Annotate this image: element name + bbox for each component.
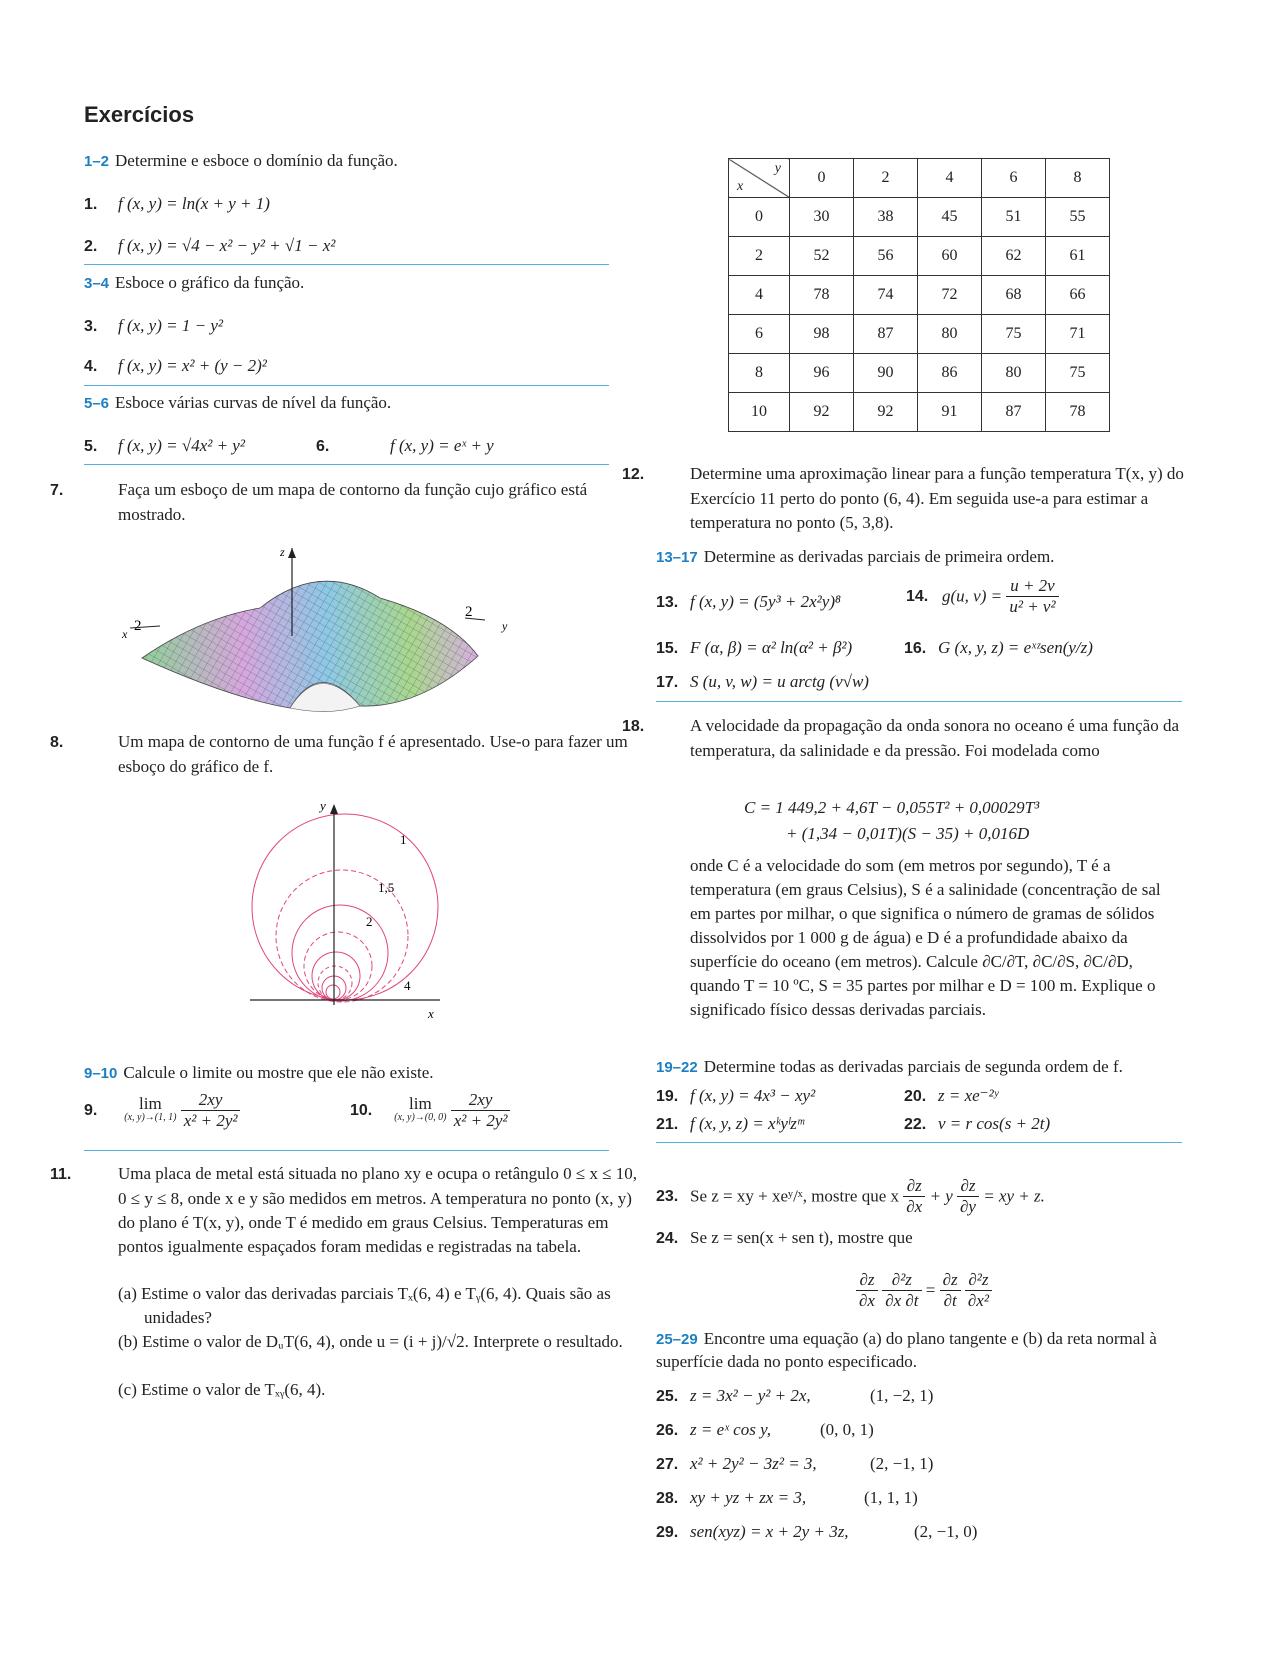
exercise-17 <box>656 670 869 695</box>
section-9-10 <box>84 1062 434 1085</box>
exercise-text: f (x, y) = eˣ + y <box>390 436 494 455</box>
section-text: Determine as derivadas parciais de primeira ordem. <box>703 547 1055 566</box>
contour-map-figure <box>250 800 450 1025</box>
exercise-16 <box>904 636 1093 661</box>
column-header: 2 <box>854 159 918 198</box>
exercise-text: f (x, y, z) = xᵏyˡzᵐ <box>690 1114 804 1133</box>
divider <box>84 1150 609 1151</box>
exercise-22 <box>904 1112 1050 1137</box>
exercise-2 <box>84 234 335 259</box>
column-header: 4 <box>918 159 982 198</box>
table-cell: 30 <box>790 198 854 237</box>
row-header: 8 <box>729 354 790 393</box>
section-1-2 <box>84 150 398 173</box>
exercise-26 <box>656 1418 874 1443</box>
exercise-number: 11. <box>50 1166 72 1183</box>
exercise-number: 14. <box>906 587 929 605</box>
contour-label-1: 1 <box>400 832 407 847</box>
table-cell: 52 <box>790 237 854 276</box>
exercise-number: 12. <box>622 466 645 483</box>
exercise-7 <box>50 478 643 527</box>
column-header: 6 <box>982 159 1046 198</box>
equation-18-line-1: C = 1 449,2 + 4,6T − 0,055T² + 0,00029T³ <box>744 798 1040 817</box>
section-number: 9–10 <box>84 1065 118 1082</box>
exercise-equation: x² + 2y² − 3z² = 3, <box>690 1454 817 1473</box>
exercise-text: f (x, y) = ln(x + y + 1) <box>118 194 270 213</box>
x-axis-label: x <box>428 1006 434 1021</box>
exercise-number: 22. <box>904 1116 927 1133</box>
section-text: Calcule o limite ou mostre que ele não existe. <box>123 1063 434 1082</box>
exercise-number: 21. <box>656 1116 679 1133</box>
z-axis-label: z <box>280 548 285 559</box>
exercise-6 <box>316 434 494 459</box>
y-axis-label: y <box>320 800 326 813</box>
table-cell: 61 <box>1046 237 1110 276</box>
table-cell: 62 <box>982 237 1046 276</box>
exercise-number: 26. <box>656 1422 679 1439</box>
x-axis-label: x <box>122 627 128 641</box>
table-cell: 68 <box>982 276 1046 315</box>
divider <box>84 464 609 465</box>
section-number: 13–17 <box>656 549 698 566</box>
table-cell: 92 <box>790 393 854 432</box>
table-cell: 98 <box>790 315 854 354</box>
exercise-8 <box>50 730 643 779</box>
section-number: 5–6 <box>84 395 110 412</box>
table-header-row <box>729 159 1110 198</box>
surface-plot-figure <box>120 548 530 718</box>
table-cell: 72 <box>918 276 982 315</box>
exercise-number: 8. <box>50 734 64 751</box>
exercise-18 <box>622 714 1216 763</box>
exercise-text: Um mapa de contorno de uma função f é apresentado. Use-o para fazer um esboço do gráfico de f. <box>118 732 628 776</box>
limit-fraction: $\frac{2xy}{\text{x² + 2y²}}$ <box>181 1090 241 1131</box>
exercise-number: 25. <box>656 1388 679 1405</box>
y-axis-label: y <box>502 619 508 633</box>
exercise-number: 1. <box>84 196 98 213</box>
exercise-text: Uma placa de metal está situada no plano xy e ocupa o retângulo 0 ≤ x ≤ 10, 0 ≤ y ≤ 8, onde x e y são medidos em metros. A temperatura no ponto (x, y) do plano é T(x, y), onde T é medido em graus Celsius. Temperaturas em pontos igualmente espaçados foram medidas e registradas na tabela. <box>118 1164 638 1256</box>
table-cell: 80 <box>918 315 982 354</box>
limit-fraction: $\frac{2xy}{\text{x² + 2y²}}$ <box>451 1090 511 1131</box>
contour-label-4: 4 <box>404 978 411 993</box>
table-row <box>729 315 1110 354</box>
exercise-29 <box>656 1520 977 1545</box>
section-text: Esboce várias curvas de nível da função. <box>115 393 392 412</box>
exercise-equation: z = 3x² − y² + 2x, <box>690 1386 811 1405</box>
exercise-number: 3. <box>84 318 98 335</box>
section-number: 25–29 <box>656 1331 698 1348</box>
exercise-point: (0, 0, 1) <box>820 1420 874 1439</box>
table-cell: 55 <box>1046 198 1110 237</box>
fraction: $\frac{u + 2v}{\text{u² + v²}}$ <box>1006 576 1058 617</box>
table-cell: 78 <box>790 276 854 315</box>
section-3-4 <box>84 272 304 295</box>
exercise-number: 4. <box>84 358 98 375</box>
table-cell: 96 <box>790 354 854 393</box>
exercise-text: S (u, v, w) = u arctg (v√w) <box>690 672 869 691</box>
exercise-number: 24. <box>656 1230 679 1247</box>
exercise-number: 16. <box>904 640 927 657</box>
exercise-number: 15. <box>656 640 679 657</box>
table-cell: 38 <box>854 198 918 237</box>
exercise-24 <box>656 1226 913 1251</box>
divider <box>84 264 609 265</box>
divider <box>656 1142 1182 1143</box>
section-13-17 <box>656 546 1054 569</box>
table-cell: 87 <box>982 393 1046 432</box>
exercise-15 <box>656 636 852 661</box>
exercise-lhs: g(u, v) = <box>942 586 1003 606</box>
exercise-number: 28. <box>656 1490 679 1507</box>
exercise-number: 2. <box>84 238 98 255</box>
exercise-23 <box>656 1176 1045 1217</box>
row-header: 10 <box>729 393 790 432</box>
exercise-text: = xy + z. <box>983 1186 1045 1206</box>
table-row <box>729 393 1110 432</box>
exercise-number: 9. <box>84 1101 98 1119</box>
exercise-equation: sen(xyz) = x + 2y + 3z, <box>690 1522 849 1541</box>
exercise-number: 17. <box>656 674 679 691</box>
fraction: $\frac{\partial z}{\partial y}$ <box>957 1176 979 1217</box>
exercise-text: f (x, y) = (5y³ + 2x²y)⁸ <box>690 592 841 611</box>
x-tick-label: 2 <box>134 618 142 634</box>
table-cell: 91 <box>918 393 982 432</box>
exercise-27 <box>656 1452 933 1477</box>
section-number: 3–4 <box>84 275 110 292</box>
exercise-text: f (x, y) = x² + (y − 2)² <box>118 356 267 375</box>
exercise-point: (2, −1, 0) <box>914 1522 978 1541</box>
table-corner: y x <box>729 159 790 198</box>
exercise-text: A velocidade da propagação da onda sonora no oceano é uma função da temperatura, da salinidade e da pressão. Foi modelada como <box>690 716 1180 760</box>
table-row <box>729 237 1110 276</box>
equation-24: $\frac{\partial z}{\partial x}$ $\frac{\text{∂²z}}{\partial x \partial t}$ = $\frac{\partial z}{\partial t}$ $\frac{\text{∂²z}}{\text{∂x²}}$ <box>856 1270 992 1311</box>
exercise-4 <box>84 354 267 379</box>
exercise-point: (1, 1, 1) <box>864 1488 918 1507</box>
exercise-number: 7. <box>50 482 64 499</box>
table-cell: 51 <box>982 198 1046 237</box>
table-cell: 74 <box>854 276 918 315</box>
section-text: Determine todas as derivadas parciais de segunda ordem de f. <box>703 1057 1123 1076</box>
y-tick-label: 2 <box>465 604 473 620</box>
table-cell: 87 <box>854 315 918 354</box>
exercise-number: 5. <box>84 438 98 455</box>
section-number: 19–22 <box>656 1059 698 1076</box>
exercise-28 <box>656 1486 918 1511</box>
section-text: Esboce o gráfico da função. <box>115 273 305 292</box>
exercise-text: Determine uma aproximação linear para a função temperatura T(x, y) do Exercício 11 perto do ponto (6, 4). Em seguida use-a para estimar a temperatura no ponto (5, 3,8). <box>690 464 1184 532</box>
exercise-9 <box>84 1090 240 1131</box>
exercise-number: 27. <box>656 1456 679 1473</box>
section-5-6 <box>84 392 391 415</box>
exercise-21 <box>656 1112 804 1137</box>
exercise-11-a: (a) Estime o valor das derivadas parciais Tₓ(6, 4) e Tᵧ(6, 4). Quais são as unidades? <box>118 1284 611 1327</box>
section-25-29 <box>656 1328 1182 1373</box>
y-axis-arrow <box>330 804 338 814</box>
table-cell: 60 <box>918 237 982 276</box>
exercise-number: 13. <box>656 594 679 611</box>
row-header: 4 <box>729 276 790 315</box>
table-cell: 71 <box>1046 315 1110 354</box>
exercise-text: F (α, β) = α² ln(α² + β²) <box>690 638 853 657</box>
table-cell: 92 <box>854 393 918 432</box>
table-cell: 80 <box>982 354 1046 393</box>
section-19-22 <box>656 1056 1123 1079</box>
table-cell: 75 <box>1046 354 1110 393</box>
column-header: 8 <box>1046 159 1110 198</box>
exercise-19 <box>656 1084 815 1109</box>
exercise-text: Se z = sen(x + sen t), mostre que <box>690 1228 913 1247</box>
contour-label-1-5: 1,5 <box>378 880 395 895</box>
fraction: $\frac{\partial z}{\partial x}$ <box>903 1176 925 1217</box>
contour-label-2: 2 <box>366 914 373 929</box>
exercise-13 <box>656 590 841 615</box>
z-axis-arrow <box>288 548 296 558</box>
exercise-number: 18. <box>622 718 645 735</box>
exercise-text: Faça um esboço de um mapa de contorno da função cujo gráfico está mostrado. <box>118 480 588 524</box>
row-header: 6 <box>729 315 790 354</box>
exercise-number: 23. <box>656 1187 679 1205</box>
exercise-11-b: (b) Estime o valor de DᵤT(6, 4), onde u = (i + j)/√2. Interprete o resultado. <box>118 1332 623 1351</box>
contour-2 <box>292 905 388 1001</box>
section-text: Determine e esboce o domínio da função. <box>115 151 398 170</box>
exercise-1 <box>84 192 270 217</box>
exercise-text: f (x, y) = √4 − x² − y² + √1 − x² <box>118 236 336 255</box>
divider <box>84 385 609 386</box>
exercise-14 <box>906 576 1059 617</box>
divider <box>656 701 1182 702</box>
row-header: 0 <box>729 198 790 237</box>
exercise-text: G (x, y, z) = eˣᶻsen(y/z) <box>938 638 1093 657</box>
exercise-text: f (x, y) = 1 − y² <box>118 316 223 335</box>
equation-18-line-2: + (1,34 − 0,01T)(S − 35) + 0,016D <box>786 824 1030 843</box>
exercise-text: z = xe⁻²ʸ <box>938 1086 999 1105</box>
exercise-25 <box>656 1384 933 1409</box>
row-header: 2 <box>729 237 790 276</box>
temperature-table <box>728 158 1110 432</box>
exercise-number: 29. <box>656 1524 679 1541</box>
exercise-11-c: (c) Estime o valor de Tₓᵧ(6, 4). <box>118 1380 326 1399</box>
exercise-equation: z = eˣ cos y, <box>690 1420 771 1439</box>
column-header: 0 <box>790 159 854 198</box>
table-cell: 90 <box>854 354 918 393</box>
exercise-20 <box>904 1084 998 1109</box>
table-row <box>729 198 1110 237</box>
exercise-text: f (x, y) = √4x² + y² <box>118 436 245 455</box>
section-number: 1–2 <box>84 153 110 170</box>
limit-operator: lim (x, y)→(1, 1) <box>124 1093 177 1123</box>
exercise-text: Se z = xy + xeʸ/ˣ, mostre que x <box>690 1186 900 1206</box>
exercise-text: v = r cos(s + 2t) <box>938 1114 1051 1133</box>
exercise-number: 19. <box>656 1088 679 1105</box>
exercise-text: + y <box>929 1186 953 1206</box>
exercise-number: 20. <box>904 1088 927 1105</box>
exercise-equation: xy + yz + zx = 3, <box>690 1488 807 1507</box>
exercise-point: (2, −1, 1) <box>870 1454 934 1473</box>
exercise-number: 10. <box>350 1101 373 1119</box>
contour-4-5 <box>326 985 340 999</box>
exercise-18-body: onde C é a velocidade do som (em metros por segundo), T é a temperatura (em graus Celsius), S é a salinidade (concentração de sal em partes por milhar, o que significa o número de gramas de sólidos dissolvidos por 1 000 g de água) e D é a profundidade abaixo da superfície do oceano (em metros). Calcule ∂C/∂T, ∂C/∂S, ∂C/∂D, quando T = 10 ºC, S = 35 partes por milhar e D = 100 m. Explique o significado físico dessas derivadas parciais. <box>690 856 1161 1019</box>
section-text: Encontre uma equação (a) do plano tangente e (b) da reta normal à superfície dada no ponto especificado. <box>656 1329 1157 1371</box>
table-cell: 45 <box>918 198 982 237</box>
limit-operator: lim (x, y)→(0, 0) <box>394 1093 447 1123</box>
contour-1 <box>252 814 438 1000</box>
table-cell: 66 <box>1046 276 1110 315</box>
page-title: Exercícios <box>84 102 195 127</box>
table-cell: 78 <box>1046 393 1110 432</box>
exercise-12 <box>622 462 1216 535</box>
table-cell: 86 <box>918 354 982 393</box>
exercise-3 <box>84 314 223 339</box>
table-cell: 75 <box>982 315 1046 354</box>
table-cell: 56 <box>854 237 918 276</box>
exercise-number: 6. <box>316 438 330 455</box>
exercise-11 <box>50 1162 643 1259</box>
exercise-10 <box>350 1090 510 1131</box>
table-row <box>729 276 1110 315</box>
table-row <box>729 354 1110 393</box>
exercise-5 <box>84 434 245 459</box>
exercise-text: f (x, y) = 4x³ − xy² <box>690 1086 816 1105</box>
exercise-point: (1, −2, 1) <box>870 1386 934 1405</box>
